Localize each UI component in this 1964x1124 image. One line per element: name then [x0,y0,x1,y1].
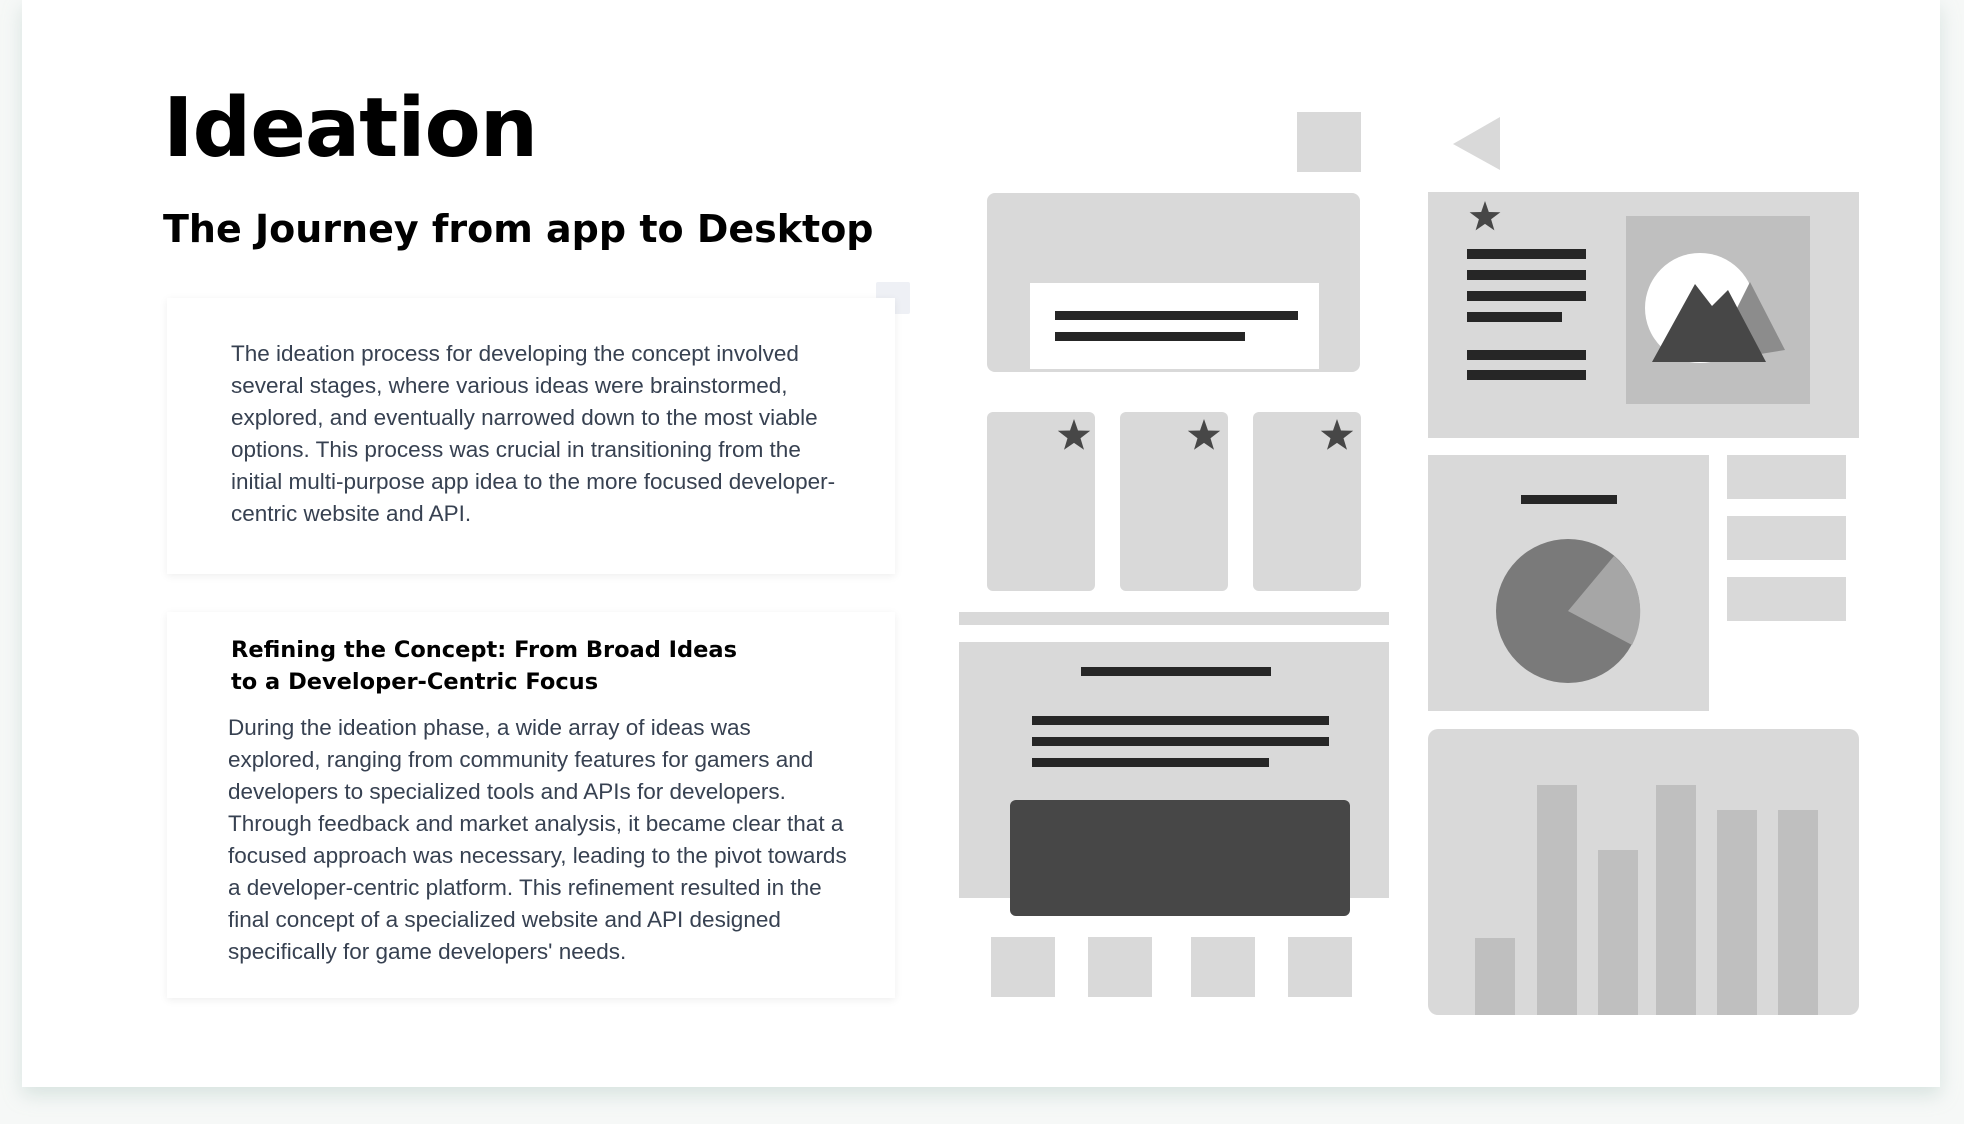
image-placeholder-icon [1626,216,1810,404]
article-line [1467,270,1586,280]
article-line [1467,249,1586,259]
star-card [1120,412,1228,591]
article-line [1467,370,1586,380]
star-card [1253,412,1361,591]
bar [1717,810,1757,1015]
bar [1778,810,1818,1015]
bar [1475,938,1515,1015]
side-block [1727,516,1846,560]
bar [1537,785,1577,1015]
content-title-line [1081,667,1271,676]
banner-inner-box [1030,283,1319,369]
bar [1598,850,1638,1015]
side-block [1727,577,1846,621]
intro-card-text: The ideation process for developing the concept involved several stages, where various ideas were brainstormed, explored, and eventually narrowed down to the most viable options. This process was crucial in transitioning from the initial multi-purpose app idea to the more focused developer-centric website and API. [231,341,836,526]
thumbnail-square [1088,937,1152,997]
bar [1656,785,1696,1015]
back-arrow-icon [1453,117,1500,170]
thumbnail-square [1191,937,1255,997]
content-line [1032,737,1329,746]
article-line [1467,312,1562,322]
article-line [1467,291,1586,301]
square-placeholder [1297,112,1361,172]
content-line [1032,716,1329,725]
page-subtitle: The Journey from app to Desktop [163,207,874,251]
content-line [1032,758,1269,767]
page-title: Ideation [163,81,538,176]
dark-button [1010,800,1350,916]
refining-card-text: During the ideation phase, a wide array of ideas was explored, ranging from community features for gamers and developers to specialized tools and APIs for developers. Through feedback and market analysis, it became clear that a focused approach was necessary, leading to the pivot towards a developer-centric platform. This refinement resulted in the final concept of a specialized website and API designed specifically for game developers' needs. [228,715,847,964]
thumbnail-square [1288,937,1352,997]
refining-card-heading: Refining the Concept: From Broad Ideas to a Developer-Centric Focus [231,637,737,695]
banner-line [1055,311,1298,320]
article-line [1467,350,1586,360]
side-block [1727,455,1846,499]
pie-title-line [1521,495,1617,504]
divider-bar [959,612,1389,625]
pie-chart-icon [1496,539,1640,683]
thumbnail-square [991,937,1055,997]
banner-line [1055,332,1245,341]
